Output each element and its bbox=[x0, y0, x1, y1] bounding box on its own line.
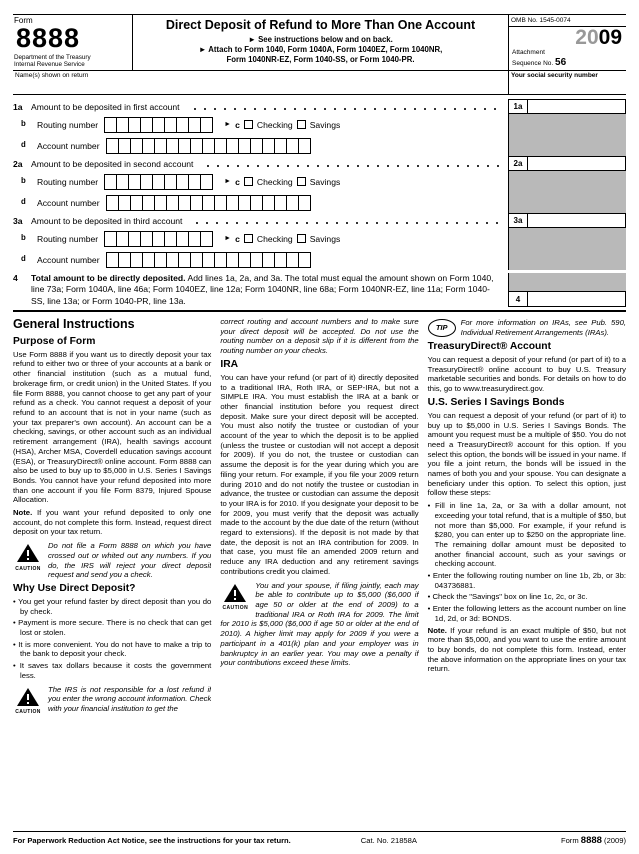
line-number-3a: 3a bbox=[13, 215, 23, 226]
shaded-cell bbox=[508, 273, 626, 291]
why-bullet-3: • It is more convenient. You do not have to make a trip to the bank to deposit your check. bbox=[13, 640, 211, 659]
line-1d bbox=[13, 135, 626, 156]
form-title: Direct Deposit of Refund to More Than One Account bbox=[165, 18, 476, 32]
caution-triangle-icon bbox=[16, 543, 40, 563]
footer-form-number: 8888 bbox=[580, 835, 602, 846]
account-block-2 bbox=[13, 156, 626, 213]
form-number: 8888 bbox=[16, 23, 81, 53]
shaded-cell bbox=[508, 192, 626, 213]
shaded-cell bbox=[508, 249, 626, 270]
savings-checkbox-3[interactable] bbox=[297, 234, 306, 243]
instructions-col-3 bbox=[428, 317, 626, 831]
amount-entry-4 bbox=[508, 273, 626, 307]
line-number-2a: 2a bbox=[13, 158, 23, 169]
form-footer bbox=[13, 831, 626, 846]
caution-text-1: Do not file a Form 8888 on which you have crossed out or whited out any numbers. If you do, the IRS will reject your direct deposit request and send you a check. bbox=[48, 541, 212, 580]
caution-triangle-icon bbox=[223, 583, 247, 603]
sequence-word: Sequence No. bbox=[512, 59, 554, 67]
line-4 bbox=[13, 273, 626, 307]
attachment-sequence bbox=[509, 49, 626, 70]
savings-bonds-paragraph: You can request a deposit of your refund (or part of it) to buy up to $5,000 in U.S. Series I Savings Bonds. The amount you request must be a multiple of $50. You do not need a TreasuryDirect® account for this option. If you select this option, the bonds will be issued in your name. If you file a joint return, the bonds will be issued in the names of both you and your spouse. You can designate a beneficiary under this option. To select this option, just follow these steps: bbox=[427, 410, 626, 498]
omb-year-block bbox=[508, 15, 626, 70]
amount-input-3a[interactable] bbox=[528, 213, 626, 228]
note-text: If you want your refund deposited to only one account, do not complete this form. Instead, request direct deposit on your tax return. bbox=[13, 508, 212, 537]
line-2a bbox=[13, 156, 626, 171]
treasurydirect-heading: TreasuryDirect® Account bbox=[427, 341, 552, 353]
account-block-3 bbox=[13, 213, 626, 270]
sequence-number: 56 bbox=[555, 56, 567, 68]
account-label-1: Account number bbox=[37, 140, 100, 151]
line-number-3d: d bbox=[21, 254, 26, 264]
name-ssn-row bbox=[13, 71, 626, 95]
name-label: Name(s) shown on return bbox=[15, 72, 89, 80]
note-label: Note. bbox=[13, 508, 33, 518]
why-direct-deposit-heading: Why Use Direct Deposit? bbox=[13, 582, 136, 594]
savings-label-2: Savings bbox=[309, 176, 341, 187]
routing-number-input-3[interactable] bbox=[104, 231, 212, 247]
digit-box[interactable] bbox=[298, 252, 311, 268]
omb-number: OMB No. 1545-0074 bbox=[509, 15, 626, 27]
general-instructions-heading: General Instructions bbox=[13, 317, 135, 332]
ira-paragraph: You can have your refund (or part of it) directly deposited to a traditional IRA, Roth IRA, or SEP-IRA, but not a SIMPLE IRA. You must establish the IRA at a bank or other financial institution before you request direct deposit. Make sure your direct deposit will be accepted. You must also notify the trustee or custodian of your account of the year to which the deposit is to be applied (unless the trustee or custodian will not accept a deposit for 2009). If you do not, the trustee or custodian can assume the deposit is for the year during which you are filing your return. For example, if you file your 2009 return during 2010 and do not notify the trustee or custodian in advance, the trustee or custodian can assume the deposit to your IRA is for 2010. If you designate your deposit to be for 2009, you must verify that the deposit was actually made to the account by the due date of the return (without regard to extensions). If the deposit is not made by that date, the deposit is not an IRA contribution for 2009. In that case, you must file an amended 2009 return and reduce any IRA deduction and any retirement savings contributions credit you claimed. bbox=[220, 372, 419, 576]
shaded-cell bbox=[508, 114, 626, 135]
catalog-number: Cat. No. 21858A bbox=[360, 836, 417, 845]
caution-icon bbox=[13, 687, 43, 716]
routing-label-3: Routing number bbox=[37, 233, 99, 244]
checking-checkbox-1[interactable] bbox=[244, 120, 253, 129]
note-text: If your refund is an exact multiple of $50, but not more than $5,000, and you want to use the entire amount to buy bonds, do not complete this form. Instead, enter the above information on the appropriate lines on your tax return. bbox=[427, 625, 626, 674]
purpose-heading: Purpose of Form bbox=[13, 335, 96, 347]
note-label: Note. bbox=[427, 625, 447, 635]
caution-word: CAUTION bbox=[15, 709, 41, 716]
bonds-bullet-4: • Enter the following letters as the account number on line 1d, 2d, or 3d: BONDS. bbox=[428, 604, 626, 623]
line-number-1d: d bbox=[21, 140, 26, 150]
tip-text: For more information on IRAs, see Pub. 590, Individual Retirement Arrangements (IRAs). bbox=[460, 318, 626, 337]
bonds-bullet-2: • Enter the following routing number on line 1b, 2b, or 3b: 043736881. bbox=[428, 571, 626, 590]
why-bullet-1: • You get your refund faster by direct deposit than you do by check. bbox=[13, 597, 211, 616]
footer-form-year: (2009) bbox=[604, 836, 626, 845]
line-number-3c: c bbox=[235, 233, 240, 244]
shaded-cell bbox=[508, 228, 626, 249]
dotted-leader bbox=[190, 99, 502, 110]
footer-form-word: Form bbox=[560, 836, 579, 845]
digit-box[interactable] bbox=[200, 117, 213, 133]
line-number-1b: b bbox=[21, 119, 26, 129]
year-prefix: 20 bbox=[575, 26, 599, 49]
line-4-text bbox=[31, 273, 500, 307]
attachment-word: Attachment bbox=[512, 49, 545, 57]
amount-input-2a[interactable] bbox=[528, 156, 626, 171]
amount-entry-3a bbox=[508, 213, 626, 228]
routing-label-1: Routing number bbox=[37, 119, 99, 130]
checking-label-3: Checking bbox=[256, 233, 293, 244]
line-ref-4: 4 bbox=[508, 291, 528, 307]
line-2b bbox=[13, 171, 626, 192]
note-2 bbox=[428, 626, 626, 675]
shaded-cell bbox=[508, 171, 626, 192]
caution-block-3 bbox=[220, 581, 418, 668]
ssn-field[interactable] bbox=[508, 71, 626, 94]
line-4-bold: Total amount to be directly deposited. bbox=[31, 273, 186, 284]
instructions-col-1 bbox=[13, 317, 211, 831]
why-bullet-2: • Payment is more secure. There is no check that can get lost or stolen. bbox=[13, 618, 211, 637]
caution-text-2: The IRS is not responsible for a lost refund if you enter the wrong account information. Check with your financial institution to get the bbox=[48, 684, 212, 713]
savings-bonds-heading: U.S. Series I Savings Bonds bbox=[427, 396, 565, 408]
account-number-input-1[interactable] bbox=[106, 138, 310, 154]
line-1a bbox=[13, 99, 626, 114]
year-suffix: 09 bbox=[598, 26, 622, 49]
account-number-input-3[interactable] bbox=[106, 252, 310, 268]
routing-number-input-1[interactable] bbox=[104, 117, 212, 133]
ira-heading: IRA bbox=[220, 358, 239, 370]
savings-checkbox-2[interactable] bbox=[297, 177, 306, 186]
dotted-leader bbox=[203, 156, 502, 167]
amount-entry-2a bbox=[508, 156, 626, 171]
arrow-icon: ► bbox=[224, 178, 232, 186]
caution-word: CAUTION bbox=[222, 605, 249, 612]
tip-icon: TIP bbox=[428, 319, 456, 337]
line-ref-3a: 3a bbox=[508, 213, 528, 228]
bonds-bullet-3: • Check the "Savings" box on line 1c, 2c, or 3c. bbox=[428, 592, 626, 602]
account-label-2: Account number bbox=[37, 197, 100, 208]
line-number-2d: d bbox=[21, 197, 26, 207]
caution-block-1 bbox=[13, 541, 211, 580]
form-title-block bbox=[133, 15, 508, 70]
account-block-1 bbox=[13, 99, 626, 156]
tax-year bbox=[509, 27, 626, 49]
routing-label-2: Routing number bbox=[37, 176, 99, 187]
checking-checkbox-2[interactable] bbox=[244, 177, 253, 186]
see-instructions-line: ► See instructions below and on back. bbox=[248, 35, 393, 44]
line-ref-2a: 2a bbox=[508, 156, 528, 171]
line-3b bbox=[13, 228, 626, 249]
checking-label-2: Checking bbox=[256, 176, 293, 187]
amount-input-4[interactable] bbox=[528, 291, 626, 307]
attach-line-2: Form 1040NR-EZ, Form 1040-SS, or Form 1040-PR. bbox=[226, 55, 415, 65]
account-type-3 bbox=[224, 234, 340, 244]
amount-entry-1a bbox=[508, 99, 626, 114]
line-number-1a: 1a bbox=[13, 101, 23, 112]
caution-triangle-icon bbox=[16, 687, 40, 707]
line-number-3b: b bbox=[21, 233, 26, 243]
attach-line-1: ► Attach to Form 1040, Form 1040A, Form 1040EZ, Form 1040NR, bbox=[198, 45, 443, 55]
caution-block-2 bbox=[13, 685, 211, 717]
digit-box[interactable] bbox=[200, 231, 213, 247]
form-header bbox=[13, 14, 626, 71]
checking-checkbox-3[interactable] bbox=[244, 234, 253, 243]
line-text-3a: Amount to be deposited in third account bbox=[31, 215, 183, 226]
account-type-2 bbox=[224, 177, 340, 187]
department-block bbox=[14, 54, 129, 69]
line-1b bbox=[13, 114, 626, 135]
checking-label-1: Checking bbox=[256, 119, 293, 130]
account-label-3: Account number bbox=[37, 254, 100, 265]
instructions-col-2 bbox=[220, 317, 418, 831]
line-4-rest: Add lines 1a, 2a, and 3a. The total must equal the amount shown on Form 1040, line 73a; Form 1040A, line 46a; Form 1040EZ, line 12a; Form 1040NR, line 68a; Form 1040NR-EZ, line 11a; Form 1040-SS, line 13a; or Form 1040-PR, line 13a. bbox=[31, 273, 494, 306]
line-ref-1a: 1a bbox=[508, 99, 528, 114]
account-type-1 bbox=[224, 120, 340, 130]
caution-continuation: correct routing and account numbers and to make sure your direct deposit will be accepted. Do not use the routing number on a deposit slip if it is different from the routing number on your checks. bbox=[220, 317, 419, 356]
name-field[interactable] bbox=[13, 71, 508, 94]
line-text-1a: Amount to be deposited in first account bbox=[31, 101, 180, 112]
treasurydirect-paragraph: You can request a deposit of your refund (or part of it) to a TreasuryDirect® online account to buy U.S. Treasury marketable securities and bonds. For details on how to do this, go to www.treasurydirect.gov. bbox=[427, 355, 626, 394]
line-4-text-wrap bbox=[13, 273, 508, 307]
arrow-icon: ► bbox=[224, 235, 232, 243]
purpose-paragraph: Use Form 8888 if you want us to directly deposit your tax refund to either two or three of your accounts at a bank or other financial institution (such as a mutual fund, brokerage firm, or credit union) in the United States. If you file Form 8888, you cannot choose to get any part of your refund as a check. You cannot request a deposit of your refund to an account that is not in your name (such as your tax preparer's own account). An account can be a checking, savings, or other account such as an individual retirement arrangement (IRA), health savings account (HSA), Archer MSA, Coverdell education savings account (ESA), or TreasuryDirect® online account. Form 8888 can also be used to buy up to $5,000 in U.S. Series I Savings Bonds. You cannot have your refund deposited into more than one account if you file Form 8379, Injured Spouse Allocation. bbox=[13, 349, 212, 505]
caution-word: CAUTION bbox=[15, 565, 41, 572]
form-number-block bbox=[13, 15, 133, 70]
why-bullet-4: • It saves tax dollars because it costs the government less. bbox=[13, 661, 211, 680]
line-text-2a: Amount to be deposited in second account bbox=[31, 158, 194, 169]
deposit-lines bbox=[13, 95, 626, 312]
footer-form-id bbox=[561, 835, 626, 846]
dept-line1: Department of the Treasury bbox=[14, 53, 91, 61]
ssn-label: Your social security number bbox=[511, 72, 598, 80]
savings-label-1: Savings bbox=[309, 119, 341, 130]
caution-text-3: You and your spouse, if filing jointly, each may be able to contribute up to $5,000 ($6,000 if age 50 or older at the end of 2009) to a traditional IRA or Roth IRA for 2009. The limit for 2010 is $5,000 ($6,000 if age 50 or older at the end of 2010). A higher limit may apply for 2009 if you were a participant in a 401(k) plan and your employer was in bankruptcy in an earlier year. You may owe a penalty if your contributions exceed these limits. bbox=[220, 580, 419, 668]
shaded-cell bbox=[508, 135, 626, 156]
dotted-leader bbox=[192, 213, 502, 224]
line-3d bbox=[13, 249, 626, 270]
line-3a bbox=[13, 213, 626, 228]
tip-block bbox=[428, 318, 626, 338]
line-number-2b: b bbox=[21, 176, 26, 186]
savings-checkbox-1[interactable] bbox=[297, 120, 306, 129]
line-4-entry-row bbox=[508, 291, 626, 307]
routing-number-input-2[interactable] bbox=[104, 174, 212, 190]
digit-box[interactable] bbox=[200, 174, 213, 190]
general-instructions bbox=[13, 312, 626, 831]
digit-box[interactable] bbox=[298, 195, 311, 211]
amount-input-1a[interactable] bbox=[528, 99, 626, 114]
caution-icon bbox=[13, 543, 43, 572]
line-number-4: 4 bbox=[13, 273, 18, 284]
bonds-bullet-1: • Fill in line 1a, 2a, or 3a with a dollar amount, not exceeding your total refund, that is a multiple of $50, but not more than $5,000. For example, if your refund is $280, you can enter up to $250 on the appropriate line. The remaining dollar amount must be deposited to another financial account, such as your savings or checking account. bbox=[428, 501, 626, 569]
caution-icon bbox=[220, 583, 250, 612]
digit-box[interactable] bbox=[298, 138, 311, 154]
account-number-input-2[interactable] bbox=[106, 195, 310, 211]
arrow-icon: ► bbox=[224, 121, 232, 129]
line-number-1c: c bbox=[235, 119, 240, 130]
note-1 bbox=[13, 508, 211, 537]
line-number-2c: c bbox=[235, 176, 240, 187]
dept-line2: Internal Revenue Service bbox=[14, 61, 85, 69]
savings-label-3: Savings bbox=[309, 233, 341, 244]
paperwork-notice: For Paperwork Reduction Act Notice, see the instructions for your tax return. bbox=[13, 836, 291, 845]
line-2d bbox=[13, 192, 626, 213]
form-word-label: Form bbox=[14, 16, 33, 25]
